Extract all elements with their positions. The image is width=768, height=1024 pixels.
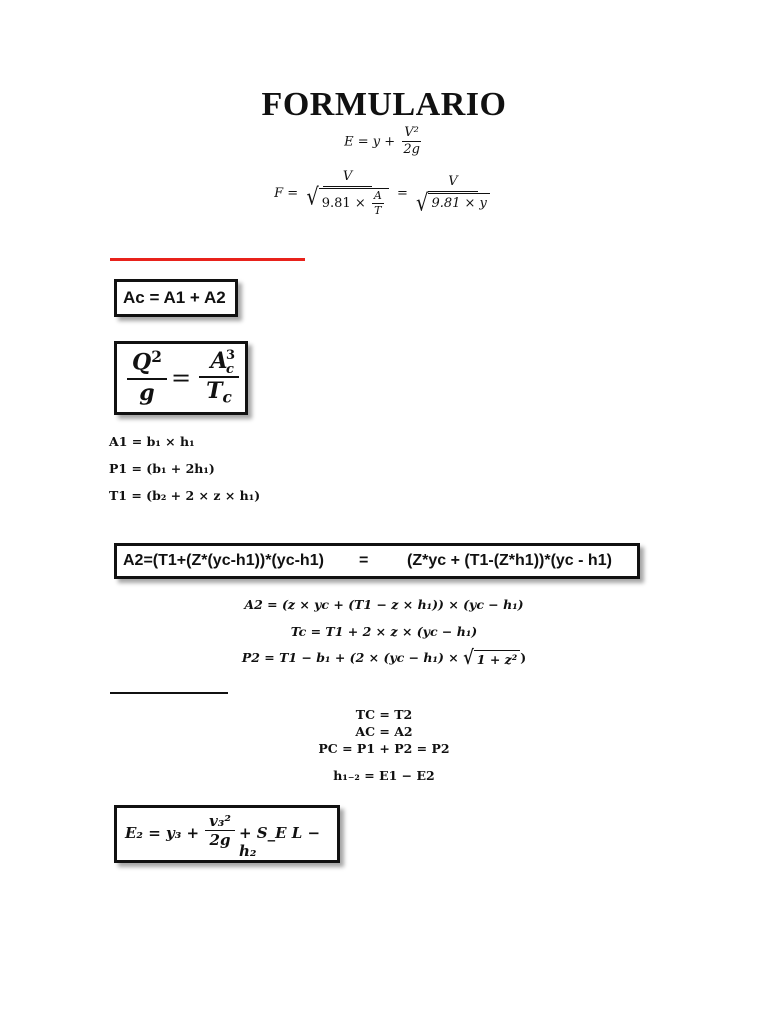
energy-formula: E = y + $\frac{\text{V²}}{2g}$ bbox=[344, 125, 420, 158]
eq-a2: A2 = (z × yc + (T1 − z × h₁)) × (yc − h₁) bbox=[244, 597, 524, 612]
critical-flow-box: $Q^2$ g = A 3 c $T_c$ bbox=[114, 341, 248, 415]
cond-pc: PC = P1 + P2 = P2 bbox=[318, 741, 450, 756]
black-divider bbox=[110, 692, 228, 694]
a2-box: A2=(T1+(Z*(yc-h1))*(yc-h1) = (Z*yc + (T1-(Z*h1))*(yc - h1) bbox=[114, 543, 640, 579]
page-title: FORMULARIO bbox=[261, 86, 507, 123]
cond-tc: TC = T2 bbox=[355, 707, 413, 722]
def-t1: T1 = (b₂ + 2 × z × h₁) bbox=[109, 488, 261, 503]
cond-ac: AC = A2 bbox=[355, 724, 413, 739]
red-divider bbox=[110, 258, 305, 261]
def-a1: A1 = b₁ × h₁ bbox=[109, 434, 195, 449]
energy2-box: E₂ = y₃ + v₃² 2g + S_E L − h₂ bbox=[114, 805, 340, 863]
cond-head-loss: h₁₋₂ = E1 − E2 bbox=[333, 768, 435, 783]
eq-p2: P2 = T1 − b₁ + (2 × (yc − h₁) × √ 1 + z² ) bbox=[241, 645, 527, 669]
eq-tc: Tc = T1 + 2 × z × (yc − h₁) bbox=[290, 624, 478, 639]
def-p1: P1 = (b₁ + 2h₁) bbox=[109, 461, 215, 476]
area-sum-box: Ac = A1 + A2 bbox=[114, 279, 238, 317]
froude-formula: F = V √ 9.81 × $\frac{A}{T}$ = V √ 9.81 × y bbox=[0, 170, 768, 217]
